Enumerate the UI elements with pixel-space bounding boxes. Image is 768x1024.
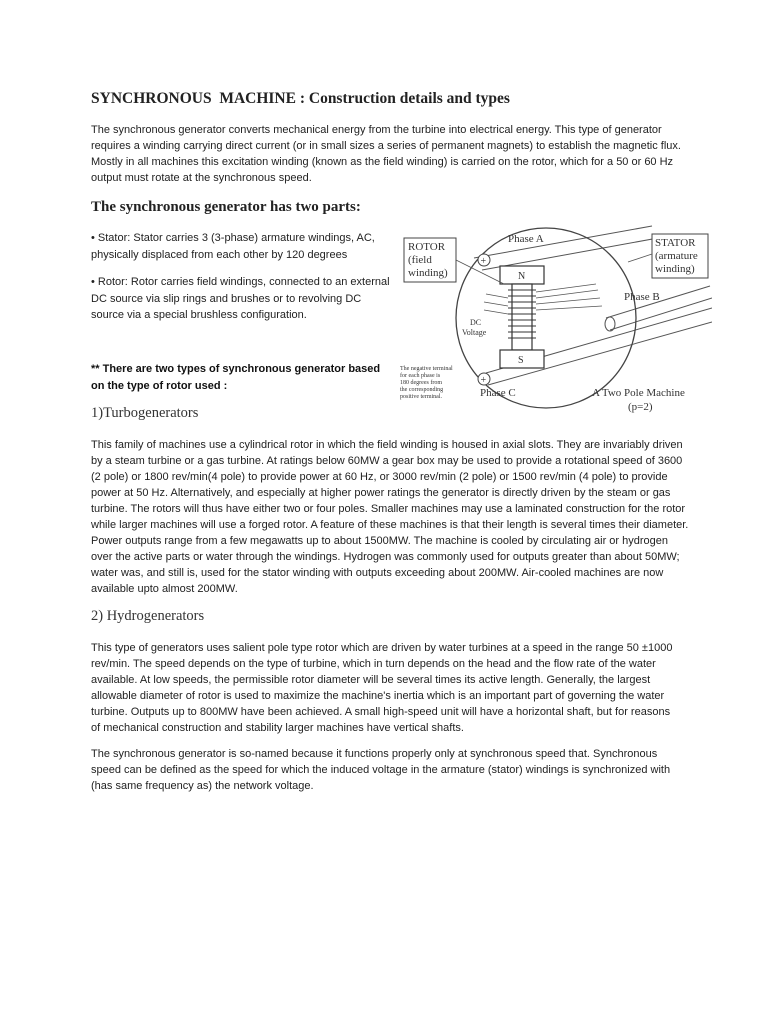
phase-b-label: Phase B (624, 291, 660, 303)
terminal-note-line4: the corresponding (400, 387, 444, 393)
phase-a-conductor (474, 226, 658, 270)
phase-c-label: Phase C (480, 387, 516, 399)
stator-label-line2: (armature (655, 250, 698, 262)
types-note: ** There are two types of synchronous generator based on the type of rotor used : (91, 363, 381, 392)
machine-diagram-svg (396, 218, 712, 418)
phase-a-label: Phase A (508, 233, 544, 245)
stator-bullet: • Stator: Stator carries 3 (3-phase) armature windings, AC, physically displaced from each other by 120 degrees (91, 232, 375, 261)
two-pole-machine-diagram (396, 218, 712, 418)
dc-voltage-label-line1: DC (470, 318, 482, 327)
phase-c-plus-sign: + (480, 375, 487, 386)
hydrogenerators-heading: 2) Hydrogenerators (91, 608, 205, 624)
rotor-body (484, 266, 602, 368)
winding-leads (484, 284, 602, 314)
south-pole-label: S (518, 355, 524, 366)
rotor-label-line3: winding) (408, 267, 448, 279)
rotor-core (512, 284, 532, 350)
rotor-label-line1: ROTOR (408, 241, 446, 253)
phase-a-plus-sign: + (480, 256, 487, 267)
machine-caption-sub: (p=2) (628, 401, 653, 413)
turbogenerators-paragraph: This family of machines use a cylindrical rotor in which the field winding is housed in axial slots. They are invariably driven by a steam turbine or a gas turbine. At ratings below 60MW a gear box may be used to provide a rotational speed of 3600 (2 pole) or 1800 rev/min(4 pole) to provide power at 60 Hz, or 3000 rev/min (2 pole) or 1500 rev/min (4 pole) to provide power at 50 Hz. Alternatively, and especially at higher power ratings the generator is directly driven by the steam or gas turbine. The rotors will thus have either two or four poles. Smaller machines may use a laminated construction for the rotor while larger machines will use a forged rotor. A feature of these machines is that their length is several times their diameter. Power outputs range from a few megawatts up to about 1500MW. The machine is cooled by circulating air or hydrogen over the active parts or water through the windings. Hydrogen was commonly used for outputs greater than about 50MW; water was, and still is, used for the stator winding with outputs exceeding about 200MW. Air-cooled machines are now available upto almost 200MW. (91, 439, 689, 595)
page-title: SYNCHRONOUS MACHINE : Construction details and types (91, 90, 510, 107)
stator-label-line3: winding) (655, 263, 695, 275)
turbogenerators-heading: 1)Turbogenerators (91, 405, 199, 421)
synchronous-speed-paragraph: The synchronous generator is so-named because it functions properly only at synchronous speed that. Synchronous speed can be defined as the speed for which the induced voltage in the armature (stator) windings is synchronized with (has same frequency as) the network voltage. (91, 748, 671, 792)
terminal-note-line3: 180 degrees from (400, 380, 442, 386)
rotor-bullet: • Rotor: Rotor carries field windings, connected to an external DC source via slip rings and brushes or to revolving DC source via a special brushless configuration. (91, 276, 390, 321)
terminal-note-line1: The negative terminal (400, 366, 453, 372)
stator-label-line1: STATOR (655, 237, 696, 249)
terminal-note-line5: positive terminal. (400, 394, 442, 400)
hydrogenerators-paragraph: This type of generators uses salient pole type rotor which are driven by water turbines at a speed in the range 50 ±1000 rev/min. The speed depends on the type of turbine, which in turn depends on the head and the flow rate of the water available. At low speeds, the permissible rotor diameter will be several times its active length. Generally, the largest allowable diameter of rotor is used to maximize the machine's inertia which is an important part of governing the water turbine. Outputs up to 800MW have been achieved. A small high-speed unit will have a horizontal shaft, but for reasons of mechanical construction and stability larger machines have vertical shafts. (91, 642, 673, 734)
terminal-note-line2: for each phase is (400, 373, 441, 379)
dc-voltage-label-line2: Voltage (462, 328, 487, 337)
stator-label-leader (628, 254, 652, 262)
rotor-label-line2: (field (408, 254, 432, 266)
parts-heading: The synchronous generator has two parts: (91, 199, 361, 215)
intro-paragraph: The synchronous generator converts mechanical energy from the turbine into electrical energy. This type of generator requires a winding carrying direct current (or in small sizes a series of permanent magnets) to establish the magnetic flux. Mostly in all machines this excitation winding (known as the field winding) is carried on the rotor, which for a 50 or 60 Hz output must rotate at the synchronous speed. (91, 124, 681, 184)
north-pole-label: N (518, 271, 526, 282)
machine-caption: A Two Pole Machine (592, 387, 685, 399)
